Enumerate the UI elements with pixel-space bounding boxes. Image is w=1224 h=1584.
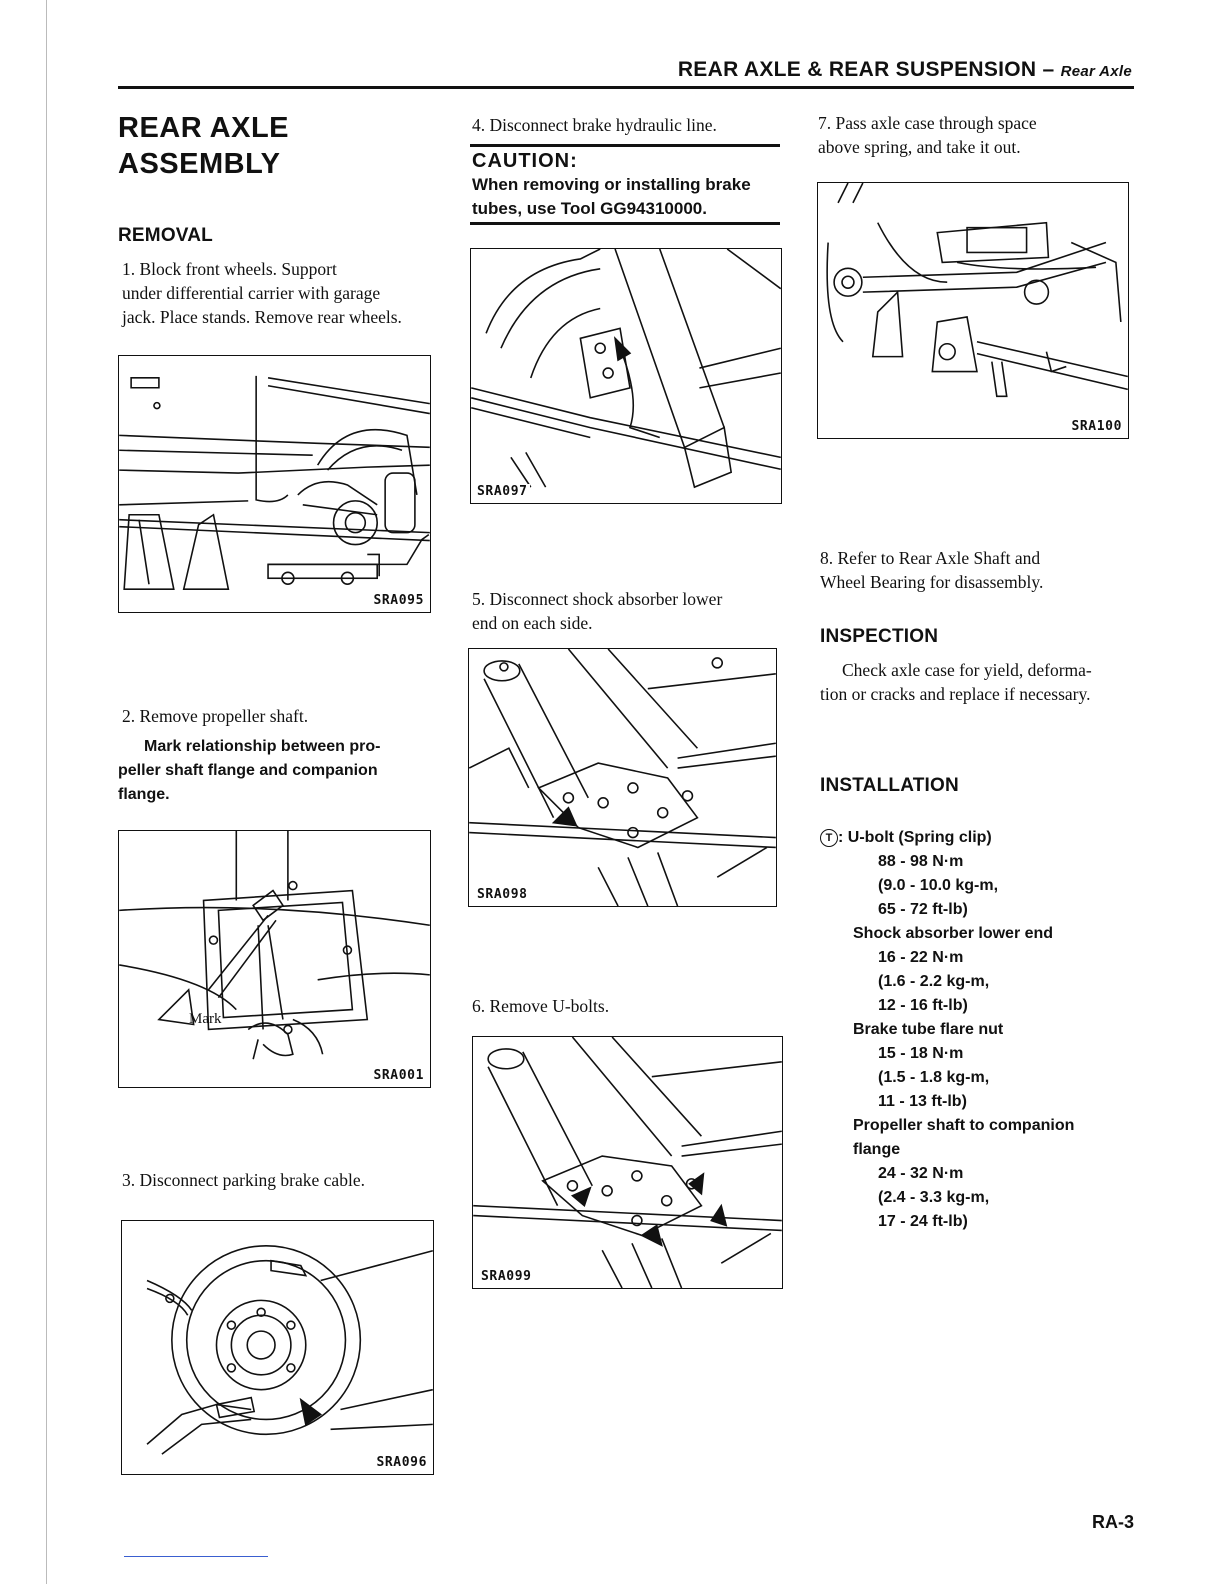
inspection-heading: INSPECTION [820,626,939,647]
figure-sra095-drawing [119,356,430,612]
figure-sra095 [118,355,431,613]
step-8-line: Wheel Bearing for disassembly. [820,572,1044,592]
spec-value: (9.0 - 10.0 kg-m, [878,877,999,894]
caution-rule-top [470,144,780,147]
header-rule [118,86,1134,89]
spec-value: 88 - 98 N·m [878,853,964,870]
note-line: peller shaft flange and companion [118,762,378,779]
figure-sra099-drawing [473,1037,782,1288]
spec-value: 16 - 22 N·m [878,949,964,966]
figure-label: SRA098 [477,887,528,902]
step-2-note [118,735,430,807]
page-number: RA-3 [1091,1512,1134,1532]
caution-line: When removing or installing brake [472,175,751,194]
inspection-text [820,658,1130,706]
installation-heading: INSTALLATION [820,775,959,796]
figure-label: SRA096 [376,1455,427,1470]
footer-link-underline [124,1556,268,1557]
figure-label: SRA099 [481,1269,532,1284]
spec-value: 11 - 13 ft-lb) [878,1093,967,1110]
inspection-line: tion or cracks and replace if necessary. [820,684,1091,704]
step-1-line: jack. Place stands. Remove rear wheels. [122,307,402,327]
spec-label: flange [853,1141,901,1158]
note-line: Mark relationship between pro- [144,738,381,755]
header-subsection: Rear Axle [1060,63,1132,80]
spec-value: 24 - 32 N·m [878,1165,964,1182]
step-2: 2. Remove propeller shaft. [122,706,309,726]
step-8 [820,546,1130,594]
figure-sra096 [121,1220,434,1475]
figure-sra096-drawing [122,1221,433,1474]
figure-sra098-drawing [469,649,776,906]
step-7-line: 7. Pass axle case through space [818,113,1037,133]
figure-sra100-drawing [818,183,1128,438]
mark-callout: Mark [189,1011,222,1027]
header-section: REAR AXLE & REAR SUSPENSION [677,58,1037,81]
title-line-1: REAR AXLE [118,112,289,144]
step-5 [472,587,782,635]
figure-sra099 [472,1036,783,1289]
spec-label: : U-bolt (Spring clip) [838,829,992,846]
figure-sra001 [118,830,431,1088]
spec-value: (1.5 - 1.8 kg-m, [878,1069,990,1086]
caution-title: CAUTION: [472,150,578,172]
figure-sra100 [817,182,1129,439]
spec-value: 12 - 16 ft-lb) [878,997,968,1014]
step-3: 3. Disconnect parking brake cable. [122,1170,365,1190]
spec-value: (2.4 - 3.3 kg-m, [878,1189,990,1206]
step-4: 4. Disconnect brake hydraulic line. [472,115,717,135]
figure-label: SRA001 [373,1068,424,1083]
step-1 [122,257,432,329]
step-7-line: above spring, and take it out. [818,137,1021,157]
step-1-line: under differential carrier with garage [122,283,381,303]
spec-label: Propeller shaft to companion [853,1117,1075,1134]
step-1-line: 1. Block front wheels. Support [122,259,337,279]
figure-sra097 [470,248,782,504]
margin-line [46,0,47,1584]
step-6: 6. Remove U-bolts. [472,996,610,1016]
figure-label: SRA095 [373,593,424,608]
removal-heading: REMOVAL [118,225,213,246]
spec-value: 65 - 72 ft-lb) [878,901,968,918]
step-7 [818,111,1128,159]
torque-symbol-icon: T [820,829,838,847]
spec-u-bolt [820,826,1120,850]
step-8-line: 8. Refer to Rear Axle Shaft and [820,548,1041,568]
spec-value: 15 - 18 N·m [878,1045,964,1062]
figure-sra001-drawing [119,831,430,1087]
torque-specs [820,826,1120,1234]
spec-label: Shock absorber lower end [853,925,1054,942]
caution-line: tubes, use Tool GG94310000. [472,199,707,218]
spec-label: Brake tube flare nut [853,1021,1004,1038]
header-dash: – [1036,58,1061,81]
page-header [678,58,1132,82]
spec-value: (1.6 - 2.2 kg-m, [878,973,990,990]
title-line-2: ASSEMBLY [118,148,281,180]
step-5-line: end on each side. [472,613,593,633]
figure-label: SRA097 [477,484,528,499]
figure-label: SRA100 [1071,419,1122,434]
figure-sra097-drawing [471,249,781,503]
page-title [118,110,289,182]
note-line: flange. [118,786,170,803]
caution-rule-bottom [470,222,780,225]
inspection-line: Check axle case for yield, deforma- [842,660,1092,680]
step-5-line: 5. Disconnect shock absorber lower [472,589,723,609]
caution-text [472,173,782,221]
spec-value: 17 - 24 ft-lb) [878,1213,968,1230]
figure-sra098 [468,648,777,907]
